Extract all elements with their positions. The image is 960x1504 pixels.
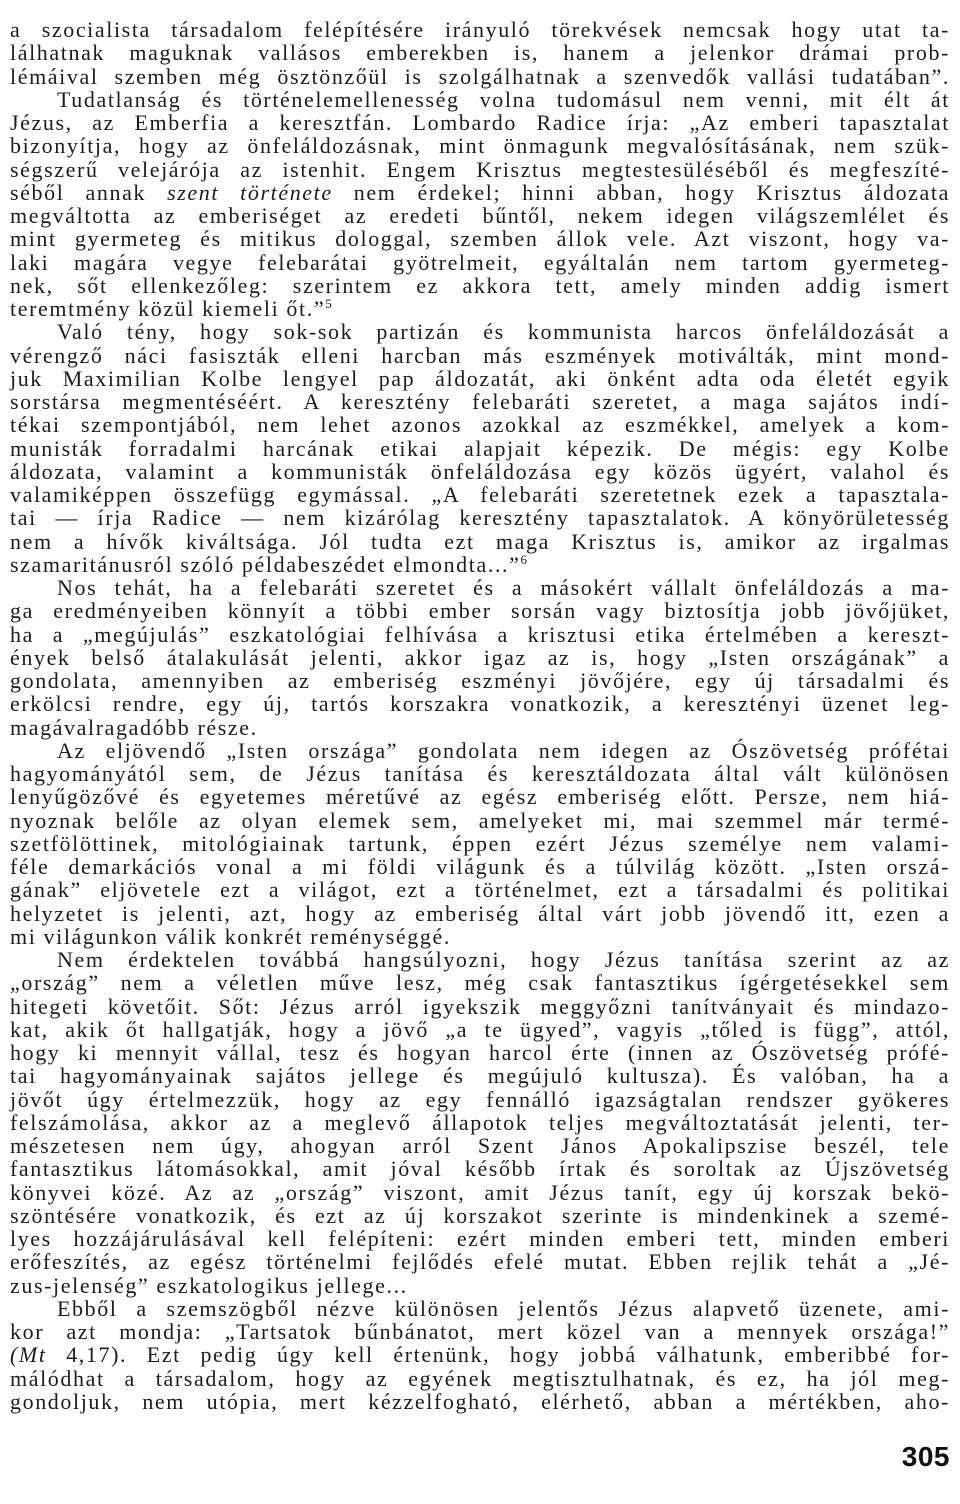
text-line: Nem érdektelen továbbá hangsúlyozni, hogy Jézus tanítása szerint az az <box>57 947 950 972</box>
italic-text: (Mt <box>10 1342 47 1368</box>
text-line: fantasztikus látomásokkal, amit jóval később írtak és soroltak az Újszövetség <box>10 1156 950 1182</box>
text-line: áldozata, valamint a kommunisták önfeláldozása egy közös ügyért, valahol és <box>10 458 950 484</box>
text-line: hitegeti követőit. Sőt: Jézus arról igyekszik meggyőzni tanítványait és mindazo- <box>10 993 950 1019</box>
footnote-marker: 5 <box>325 296 332 311</box>
text-line <box>10 1343 950 1366</box>
text-line: Való tény, hogy sok-sok partizán és kommunista harcos önfeláldozását a <box>57 319 950 345</box>
text-line: nem a hívők kiváltsága. Jól tudta ezt maga Krisztus is, amikor az irgalmas <box>10 528 950 554</box>
text-segment: séből annak <box>10 179 168 205</box>
footnote-marker: 6 <box>520 551 528 567</box>
text-segment: nem érdekel; hinni abban, hogy Krisztus áldozata <box>332 179 950 205</box>
text-line: valamiképpen összefügg egymással. „A felebaráti szeretetnek ezek a tapasztala- <box>10 482 950 507</box>
text-line: mi világunkon válik konkrét reménységgé. <box>10 923 451 949</box>
text-line: tékai szempontjából, nem lehet azonos azokkal az eszmékkel, amelyek a kom- <box>10 412 950 438</box>
text-line: nyoznak belőle az olyan elemek sem, amelyeket mi, mai szemmel már termé- <box>10 807 950 833</box>
paragraph <box>10 576 950 739</box>
text-line: mészetesen nem úgy, ahogyan arról Szent János Apokalipszise beszél, tele <box>10 1133 950 1158</box>
italic-text: szent története <box>167 179 333 205</box>
text-line: laki magára vegye felebarátai gyötrelmeit, egyáltalán nem tartom gyermeteg- <box>10 249 950 275</box>
text-line: erőfeszítés, az egész történelmi fejlődés efelé mutat. Ebben rejlik tehát a „Jé- <box>10 1249 950 1275</box>
text-line: helyzetet is jelenti, azt, hogy az emberiség által várt jobb jövendő itt, ezen a <box>10 900 950 926</box>
text-line: zus-jelenség” eszkatologikus jellege... <box>10 1272 408 1298</box>
text-line: ga eredményeiben könnyít a többi ember sorsán vagy biztosítja jobb jövőjüket, <box>10 598 950 624</box>
text-line: juk Maximilian Kolbe lengyel pap áldozatát, aki önként adta oda életét egyik <box>10 365 950 391</box>
text-line: Tudatlanság és történelemellenesség volna tudomásul nem venni, mit élt át <box>57 86 950 112</box>
text-line: munisták forradalmi harcának etikai alapjait képezik. De mégis: egy Kolbe <box>10 435 950 461</box>
text-line: mint gyermeteg és mitikus dologgal, szemben állok vele. Azt viszont, hogy va- <box>10 226 950 252</box>
text-line: Jézus, az Emberfia a keresztfán. Lombardo Radice írja: „Az emberi tapasztalat <box>10 110 950 135</box>
paragraph <box>10 320 950 576</box>
paragraph <box>10 1297 950 1413</box>
paragraph <box>10 88 950 321</box>
text-line: gondoljuk, nem utópia, mert kézzelfogható, elérhető, abban a mértékben, aho- <box>10 1388 950 1414</box>
text-line: magávalragadóbb része. <box>10 714 258 740</box>
text-line: málódhat a társadalom, hogy az egyének megtisztulhatnak, és ez, ha jól meg- <box>10 1365 950 1391</box>
text-line: féle demarkációs vonal a mi földi világunk és a túlvilág között. „Isten orszá- <box>10 854 950 879</box>
text-line: Az eljövendő „Isten országa” gondolata nem idegen az Ószövetség prófétai <box>57 737 950 763</box>
text-line: „ország” nem a véletlen műve lesz, még csak fantasztikus ígérgetésekkel sem <box>10 970 950 996</box>
text-line: megváltotta az emberiséget az eredeti bűntől, nekem idegen világszemlélet és <box>10 203 950 228</box>
text-line: ények belső átalakulását jelenti, akkor igaz az is, hogy „Isten országának” a <box>10 644 950 670</box>
body-text <box>10 18 950 1413</box>
text-line: lyes hozzájárulásával kell felépíteni: ezért minden emberi tett, minden emberi <box>10 1226 950 1251</box>
paragraph <box>10 948 950 1297</box>
text-line: nek, sőt ellenkezőleg: szerintem ez akkora tett, amely minden addig ismert <box>10 272 950 298</box>
text-line: Ebből a szemszögből nézve különösen jelentős Jézus alapvető üzenete, ami- <box>57 1295 950 1321</box>
text-line: sorstársa megmentéséért. A keresztény felebaráti szeretet, a maga sajátos indí- <box>10 389 950 414</box>
text-line: ha a „megújulás” eszkatológiai felhívása a krisztusi etika értelmében a kereszt- <box>10 621 950 647</box>
text-line: szöntésére vonatkozik, és ezt az új korszakot szerinte is mindenkinek a szemé- <box>10 1202 950 1228</box>
text-segment: 4,17). Ezt pedig úgy kell értenünk, hogy jobbá válhatunk, emberibbé for- <box>46 1342 950 1368</box>
text-line: gának” eljövetele ezt a világot, ezt a történelmet, ezt a társadalmi és politikai <box>10 877 950 903</box>
text-segment: szamaritánusról szóló példabeszédet elmondta...” <box>10 551 521 577</box>
text-line: tai hagyományainak sajátos jellege és megújuló kultusza). És valóban, ha a <box>10 1063 950 1089</box>
page-number: 305 <box>901 1441 950 1472</box>
text-line: felszámolása, akkor az a meglevő állapotok teljes megváltoztatását jelenti, ter- <box>10 1109 950 1135</box>
paragraph <box>10 739 950 948</box>
paragraph <box>10 18 950 88</box>
text-line: vérengző náci fasiszták elleni harcban más eszmények motiválták, mint mond- <box>10 342 950 368</box>
text-line: lálhatnak maguknak vallásos emberekben is, hanem a jelenkor drámai prob- <box>10 40 950 66</box>
text-line: bizonyítja, hogy az önfeláldozásnak, mint önmagunk megvalósításának, nem szük- <box>10 133 950 159</box>
text-line: a szocialista társadalom felépítésére irányuló törekvések nemcsak hogy utat ta- <box>10 17 950 42</box>
text-line: tai — írja Radice — nem kizárólag keresztény tapasztalatok. A könyörületesség <box>10 505 950 531</box>
text-line: hogy ki mennyit vállal, tesz és hogyan harcol érte (innen az Ószövetség prófé- <box>10 1040 950 1065</box>
text-line: lémáival szemben még ösztönzőül is szolgálhatnak a szenvedők vallási tudatában”. <box>10 63 950 89</box>
text-line <box>10 297 950 320</box>
text-line: gondolata, amennyiben az emberiség eszményi jövőjére, egy új társadalmi és <box>10 668 950 693</box>
text-line <box>10 553 950 576</box>
text-line: erkölcsi rendre, egy új, tartós korszakra vonatkozik, a keresztényi üzenet leg- <box>10 691 950 717</box>
text-line: szetfölöttinek, mitológiainak tartunk, éppen ezért Jézus személye nem valami- <box>10 830 950 856</box>
text-line: kor azt mondja: „Tartsatok bűnbánatot, mert közel van a mennyek országa!” <box>10 1319 950 1344</box>
text-line: könyvei közé. Az az „ország” viszont, amit Jézus tanít, egy új korszak bekö- <box>10 1179 950 1205</box>
text-segment: teremtmény közül kiemeli őt.” <box>10 296 326 321</box>
text-line: kat, akik őt hallgatják, hogy a jövő „a te ügyed”, vagyis „tőled is függ”, attól, <box>10 1016 950 1042</box>
text-line <box>10 181 950 204</box>
text-line: Nos tehát, ha a felebaráti szeretet és a másokért vállalt önfeláldozás a ma- <box>57 575 950 600</box>
text-line: jövőt úgy értelmezzük, hogy az egy fennálló igazságtalan rendszer gyökeres <box>10 1086 950 1112</box>
text-line: ségszerű velejárója az istenhit. Engem Krisztus megtestesüléséből és megfeszíté- <box>10 156 950 182</box>
text-line: hagyományától sem, de Jézus tanítása és keresztáldozata által vált különösen <box>10 761 950 786</box>
text-line: lenyűgözővé és egyetemes méretűvé az egész emberiség előtt. Persze, nem hiá- <box>10 784 950 810</box>
